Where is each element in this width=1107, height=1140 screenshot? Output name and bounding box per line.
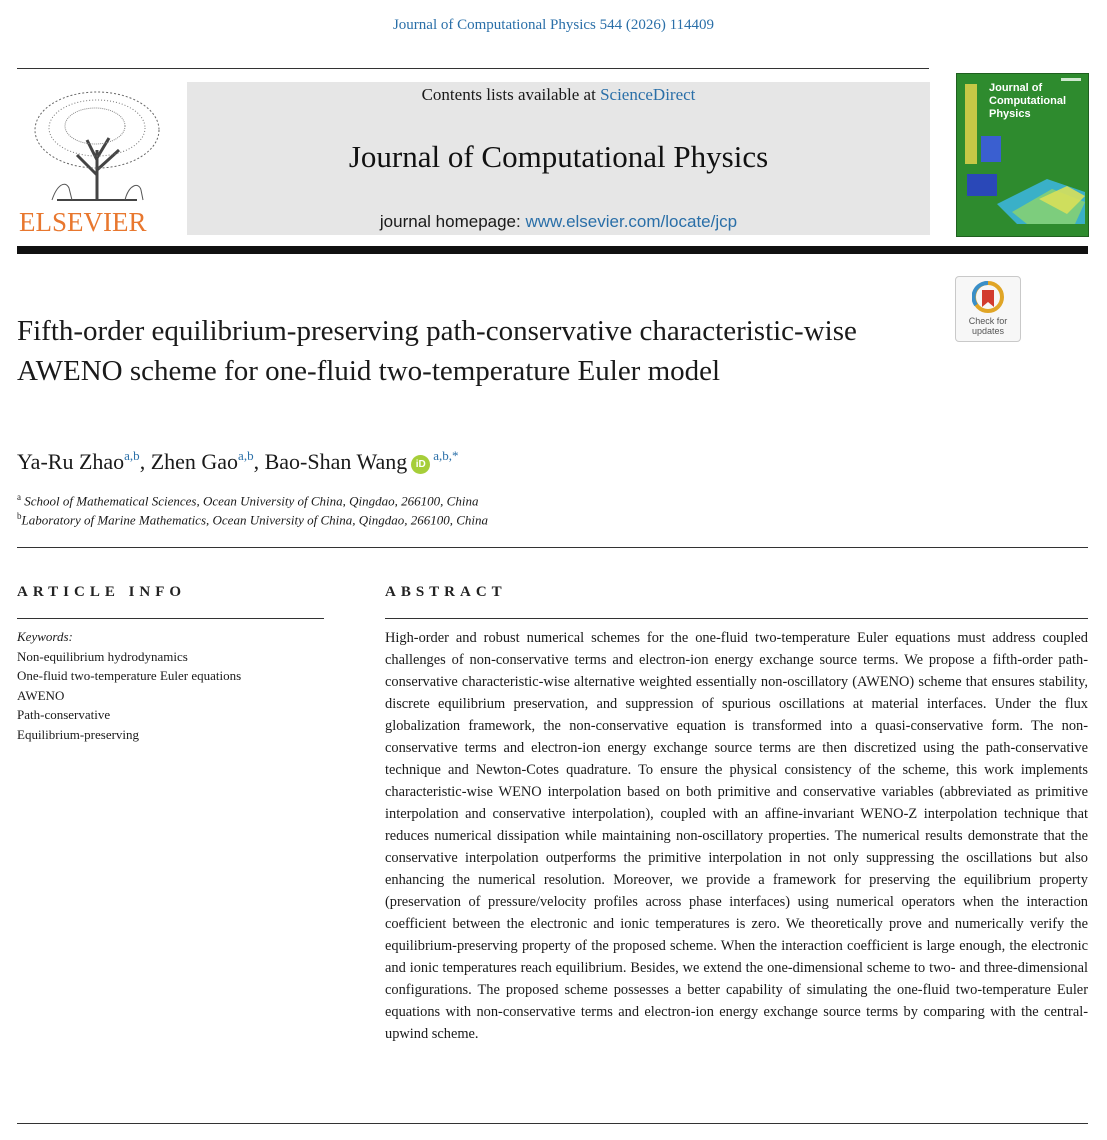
journal-name: Journal of Computational Physics (348, 139, 769, 174)
journal-citation[interactable]: Journal of Computational Physics 544 (2026) 114409 (392, 17, 715, 33)
abstract-bottom-rule (17, 1123, 1088, 1124)
front-matter-rule (17, 547, 1088, 548)
article-info-rule (17, 618, 324, 619)
journal-cover-thumbnail[interactable] (956, 73, 1089, 237)
header-top-rule (17, 68, 929, 69)
article-title: Fifth-order equilibrium-preserving path-conservative characteristic-wise AWENO scheme for one-fluid two-temperature Euler model (17, 315, 857, 387)
abstract-text: High-order and robust numerical schemes for the one-fluid two-temperature Euler equations must address coupled challenges of non-conservative terms and electron-ion energy exchange source terms. We propose a fifth-order path-conservative characteristic-wise alternative weighted essentially non-oscillatory (AWENO) scheme that ensures stability, discrete equilibrium preservation, and suppression of spurious oscillations at material interfaces. Under the flux globalization framework, the non-conservative equation is transformed into a quasi-conservative form. The non-conservative terms and electron-ion energy exchange source terms are then discretized using the path-conservative technique and Newton-Cotes quadrature. To ensure the physical consistency of the scheme, this work implements characteristic-wise WENO interpolation based on both primitive and conservative variables (abbreviated as primitive interpolation and conservative interpolation), coupled with an affine-invariant WENO-Z interpolation technique that reduces numerical dissipation while maintaining non-oscillatory properties. The numerical results demonstrate that the conservative interpolation outperforms the primitive interpolation in not only suppressing the oscillations but also enhancing the numerical resolution. Moreover, we provide a framework for preserving the equilibrium property (preservation of pressure/velocity profiles across phase interfaces) using numerical operators when the interaction coefficient between the electronic and ionic temperatures is zero. We theoretically prove and numerically verify the equilibrium-preserving property of the proposed scheme. When the interaction coefficient is large enough, the electronic and ionic temperatures reach equilibrium. Besides, we extend the one-dimensional scheme to two- and three-dimensional configurations. The proposed scheme possesses a better capability of simulating the one-fluid two-temperature Euler equations with non-conservative terms and electron-ion energy exchange source terms by comparing with the central-upwind scheme. (385, 630, 1088, 1042)
keyword-item: AWENO (17, 687, 65, 703)
keyword-item: Equilibrium-preserving (17, 726, 140, 742)
journal-banner (187, 82, 930, 235)
author-name[interactable]: Zhen Gao (150, 449, 239, 474)
cover-journal-title: Journal of Computational Physics (989, 82, 1066, 120)
affiliation-text: School of Mathematical Sciences, Ocean University of China, Qingdao, 266100, China (24, 493, 479, 509)
contents-availability-line (187, 85, 930, 105)
header-thick-rule (17, 246, 1088, 254)
homepage-prefix: journal homepage: (379, 212, 526, 231)
keywords-label: Keywords: (17, 629, 73, 644)
author-list (17, 448, 459, 475)
author-affiliation-marks[interactable]: a,b (238, 448, 254, 463)
abstract-rule (385, 618, 1088, 619)
author-name[interactable]: Bao-Shan Wang (264, 449, 408, 474)
keyword-item: One-fluid two-temperature Euler equations (17, 668, 242, 683)
keyword-item: Path-conservative (17, 707, 111, 722)
affiliation-mark: a (17, 492, 21, 502)
homepage-link[interactable]: www.elsevier.com/locate/jcp (525, 212, 738, 231)
author-affiliation-marks[interactable]: a,b (124, 448, 140, 463)
check-for-updates-button[interactable] (955, 276, 1021, 342)
keywords-block (17, 627, 324, 744)
sciencedirect-link[interactable]: ScienceDirect (600, 85, 696, 104)
affiliation-a (17, 492, 478, 509)
elsevier-wordmark[interactable]: ELSEVIER (19, 207, 147, 237)
journal-homepage-line (187, 212, 930, 232)
author-separator: , (139, 449, 151, 474)
check-updates-icon (972, 281, 1004, 315)
check-updates-label: Check for updates (968, 316, 1008, 336)
orcid-icon[interactable]: iD (411, 455, 430, 474)
author-name[interactable]: Ya-Ru Zhao (17, 449, 125, 474)
keyword-item: Non-equilibrium hydrodynamics (17, 648, 188, 664)
affiliation-text: Laboratory of Marine Mathematics, Ocean University of China, Qingdao, 266100, China (21, 512, 489, 528)
article-info-heading: ARTICLE INFO (17, 584, 187, 600)
author-separator: , (253, 449, 265, 474)
abstract-heading: ABSTRACT (385, 584, 507, 600)
contents-prefix: Contents lists available at (421, 85, 601, 104)
affiliation-b (17, 511, 488, 528)
affiliation-mark: b (17, 511, 22, 521)
author-affiliation-marks[interactable]: a,b,* (433, 448, 459, 463)
